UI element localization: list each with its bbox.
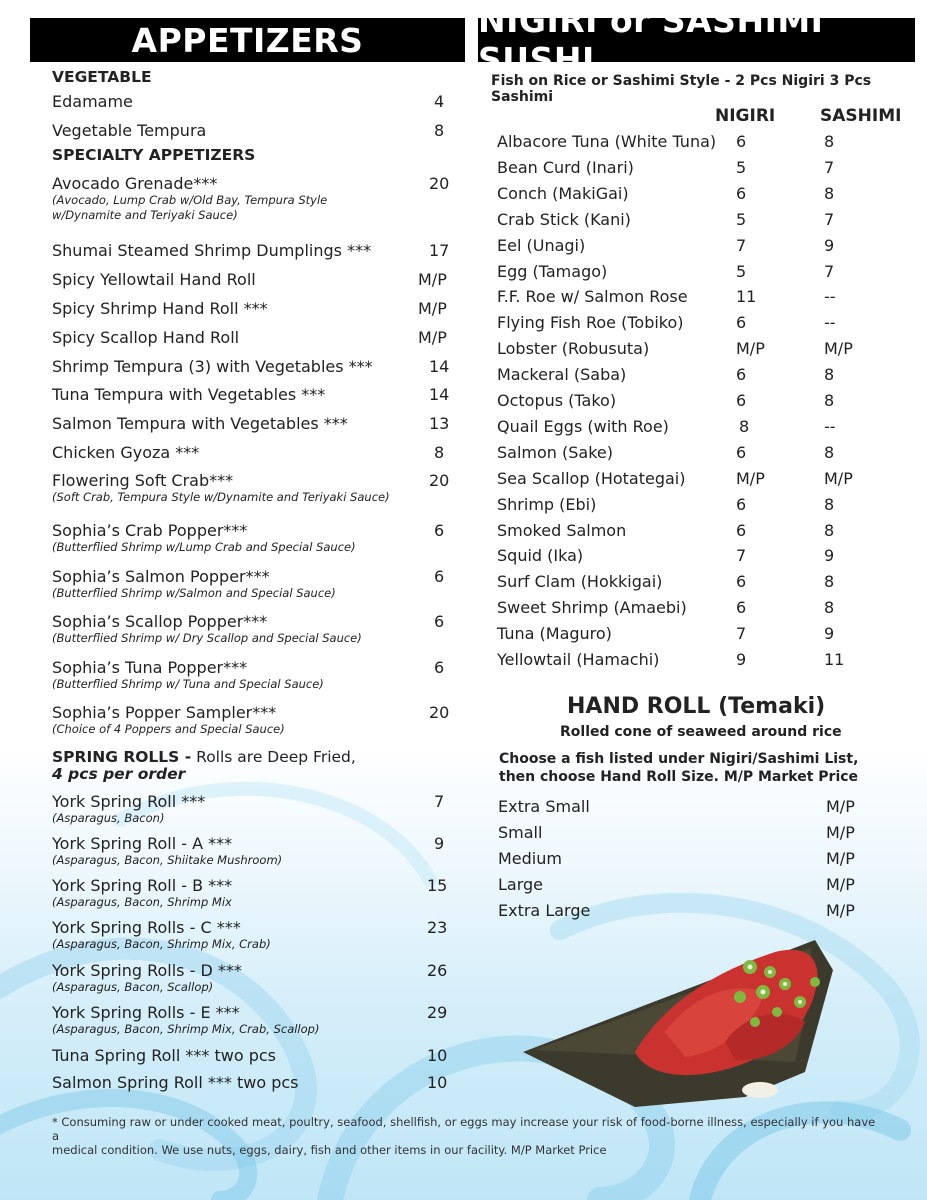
menu-item-name: York Spring Rolls - D *** <box>52 961 242 980</box>
menu-item-description: (Asparagus, Bacon, Shrimp Mix, Crab, Scallop) <box>52 1022 320 1036</box>
sashimi-price: 8 <box>824 183 835 203</box>
menu-item-name: Shumai Steamed Shrimp Dumplings *** <box>52 241 372 260</box>
nigiri-price: 5 <box>736 261 747 281</box>
handroll-subtitle: Rolled cone of seaweed around rice <box>560 724 842 740</box>
menu-item-price: 8 <box>434 443 445 462</box>
menu-item-price: 14 <box>429 385 450 404</box>
sushi-name: Shrimp (Ebi) <box>497 494 597 514</box>
nigiri-price: M/P <box>736 339 765 359</box>
handroll-size-name: Small <box>498 822 543 842</box>
menu-item-description: (Butterflied Shrimp w/ Dry Scallop and Special Sauce) <box>52 631 362 645</box>
menu-item-price: 10 <box>427 1046 448 1065</box>
spring-rolls-header-line2: 4 pcs per order <box>52 765 186 783</box>
menu-item-description: (Soft Crab, Tempura Style w/Dynamite and Teriyaki Sauce) <box>52 490 390 504</box>
menu-item-name: Tuna Tempura with Vegetables *** <box>52 385 326 404</box>
nigiri-price: 6 <box>736 132 747 151</box>
menu-item-name: Edamame <box>52 92 133 111</box>
menu-item-name: Chicken Gyoza *** <box>52 443 200 462</box>
menu-item-name: Spicy Yellowtail Hand Roll <box>52 270 256 289</box>
menu-item-name: York Spring Rolls - C *** <box>52 918 241 937</box>
menu-item-price: 8 <box>434 121 445 140</box>
menu-item-name: Tuna Spring Roll *** two pcs <box>52 1046 277 1065</box>
sushi-name: Surf Clam (Hokkigai) <box>497 572 663 592</box>
menu-item-price: 6 <box>434 521 445 540</box>
menu-item-description: (Butterflied Shrimp w/Lump Crab and Special Sauce) <box>52 540 356 554</box>
sashimi-price: 7 <box>824 157 835 177</box>
nigiri-price: 8 <box>739 416 750 436</box>
sashimi-price: 9 <box>824 624 835 644</box>
nigiri-price: 6 <box>736 520 747 540</box>
handroll-size-name: Large <box>498 874 544 894</box>
nigiri-price: 5 <box>736 209 747 229</box>
menu-item-price: 15 <box>427 876 448 895</box>
sushi-name: Bean Curd (Inari) <box>497 157 634 177</box>
menu-item-price: 9 <box>434 834 445 853</box>
sushi-subtitle: Fish on Rice or Sashimi Style - 2 Pcs Nigiri 3 Pcs Sashimi <box>491 73 872 105</box>
menu-item-price: 14 <box>429 357 450 376</box>
handroll-size-price: M/P <box>826 900 855 920</box>
menu-item-price: 7 <box>434 792 445 811</box>
menu-item-price: 29 <box>427 1003 448 1022</box>
sashimi-price: 7 <box>824 209 835 229</box>
sashimi-price: M/P <box>824 468 853 488</box>
menu-item-name: Spicy Scallop Hand Roll <box>52 328 240 347</box>
menu-item-description: (Asparagus, Bacon, Shrimp Mix, Crab) <box>52 937 271 951</box>
menu-item-name: Sophia’s Popper Sampler*** <box>52 703 277 722</box>
sashimi-price: -- <box>824 313 836 333</box>
sushi-banner: NIGIRI or SASHIMI SUSHI <box>478 18 915 62</box>
nigiri-price: 9 <box>736 650 747 669</box>
sushi-name: Lobster (Robusuta) <box>497 339 650 359</box>
sashimi-price: -- <box>824 416 836 436</box>
menu-item-name: Sophia’s Crab Popper*** <box>52 521 248 540</box>
sushi-name: F.F. Roe w/ Salmon Rose <box>497 287 688 307</box>
menu-item-price: M/P <box>418 328 447 347</box>
spring-rolls-header-rest: Rolls are Deep Fried, <box>191 748 356 766</box>
footer-disclaimer <box>52 1115 882 1157</box>
handroll-size-name: Extra Large <box>498 900 591 920</box>
menu-item-description: w/Dynamite and Teriyaki Sauce) <box>52 208 238 222</box>
sushi-name: Flying Fish Roe (Tobiko) <box>497 313 684 333</box>
sashimi-price: 8 <box>824 391 835 410</box>
sushi-name: Smoked Salmon <box>497 520 627 540</box>
sashimi-price: 8 <box>824 365 835 385</box>
sashimi-price: 9 <box>824 546 835 566</box>
footer-line-1: * Consuming raw or under cooked meat, poultry, seafood, shellfish, or eggs may increase your risk of food-borne illness, especially if you have a <box>52 1115 876 1143</box>
menu-item-price: 6 <box>434 658 445 677</box>
menu-item-price: M/P <box>418 299 447 318</box>
handroll-size-name: Medium <box>498 848 562 868</box>
sashimi-price: 8 <box>824 520 835 540</box>
sushi-name: Salmon (Sake) <box>497 442 613 462</box>
nigiri-price: 6 <box>736 183 747 203</box>
nigiri-price: 6 <box>736 313 747 333</box>
nigiri-column-header: NIGIRI <box>715 106 776 126</box>
sushi-name: Squid (Ika) <box>497 546 584 566</box>
appetizers-banner: APPETIZERS <box>30 18 465 62</box>
menu-item-description: (Asparagus, Bacon, Shiitake Mushroom) <box>52 853 283 867</box>
sushi-name: Mackeral (Saba) <box>497 365 627 385</box>
menu-item-description: (Butterflied Shrimp w/ Tuna and Special Sauce) <box>52 677 324 691</box>
sushi-name: Sweet Shrimp (Amaebi) <box>497 598 687 618</box>
sushi-name: Crab Stick (Kani) <box>497 209 631 229</box>
nigiri-price: 6 <box>736 598 747 618</box>
spring-rolls-header-bold: SPRING ROLLS - <box>52 748 192 766</box>
handroll-instructions-2: then choose Hand Roll Size. M/P Market Price <box>499 769 859 785</box>
menu-item-price: 4 <box>434 92 445 111</box>
menu-item-price: 20 <box>429 471 450 490</box>
menu-item-name: Sophia’s Scallop Popper*** <box>52 612 268 631</box>
handroll-size-price: M/P <box>826 797 855 816</box>
menu-item-name: York Spring Roll *** <box>52 792 206 811</box>
nigiri-price: M/P <box>736 468 765 488</box>
nigiri-price: 7 <box>736 546 747 566</box>
nigiri-price: 6 <box>736 391 747 410</box>
menu-item-description: (Asparagus, Bacon, Shrimp Mix <box>52 895 232 909</box>
menu-item-name: Shrimp Tempura (3) with Vegetables *** <box>52 357 373 376</box>
hand-roll-image <box>515 912 845 1112</box>
sashimi-price: -- <box>824 287 836 307</box>
menu-item-name: Avocado Grenade*** <box>52 174 218 193</box>
menu-item-name: Sophia’s Salmon Popper*** <box>52 567 270 586</box>
menu-item-description: (Choice of 4 Poppers and Special Sauce) <box>52 722 285 736</box>
sushi-name: Albacore Tuna (White Tuna) <box>497 132 717 151</box>
handroll-size-price: M/P <box>826 848 855 868</box>
sashimi-price: 8 <box>824 494 835 514</box>
sashimi-price: 9 <box>824 235 835 255</box>
nigiri-price: 7 <box>736 624 747 644</box>
menu-item-price: 6 <box>434 567 445 586</box>
footer-line-2: medical condition. We use nuts, eggs, dairy, fish and other items in our facility. M/P Market Price <box>52 1143 607 1157</box>
menu-item-name: Salmon Tempura with Vegetables *** <box>52 414 348 433</box>
sushi-name: Yellowtail (Hamachi) <box>497 650 660 669</box>
sashimi-price: 11 <box>824 650 845 669</box>
spring-rolls-header <box>52 749 356 783</box>
menu-item-price: 20 <box>429 174 450 193</box>
menu-item-description: (Asparagus, Bacon) <box>52 811 165 825</box>
menu-item-description: (Butterflied Shrimp w/Salmon and Special Sauce) <box>52 586 336 600</box>
sashimi-price: 8 <box>824 132 835 151</box>
menu-item-name: York Spring Roll - A *** <box>52 834 233 853</box>
menu-item-price: 13 <box>429 414 450 433</box>
sashimi-price: 8 <box>824 442 835 462</box>
sushi-name: Quail Eggs (with Roe) <box>497 416 669 436</box>
sushi-name: Conch (MakiGai) <box>497 183 629 203</box>
menu-item-name: Flowering Soft Crab*** <box>52 471 234 490</box>
handroll-size-name: Extra Small <box>498 797 590 816</box>
nigiri-price: 6 <box>736 494 747 514</box>
nigiri-price: 7 <box>736 235 747 255</box>
nigiri-price: 11 <box>736 287 757 307</box>
nigiri-price: 6 <box>736 572 747 592</box>
menu-item-price: 23 <box>427 918 448 937</box>
menu-item-price: 10 <box>427 1073 448 1092</box>
sushi-name: Tuna (Maguro) <box>497 624 612 644</box>
handroll-size-price: M/P <box>826 822 855 842</box>
sashimi-price: 8 <box>824 598 835 618</box>
sashimi-price: M/P <box>824 339 853 359</box>
vegetable-header: VEGETABLE <box>52 68 152 86</box>
handroll-title: HAND ROLL (Temaki) <box>567 694 826 719</box>
menu-item-name: York Spring Roll - B *** <box>52 876 233 895</box>
sushi-name: Sea Scallop (Hotategai) <box>497 468 686 488</box>
menu-item-name: Vegetable Tempura <box>52 121 207 140</box>
menu-item-price: 17 <box>429 241 450 260</box>
specialty-header: SPECIALTY APPETIZERS <box>52 146 256 164</box>
sashimi-price: 8 <box>824 572 835 592</box>
nigiri-price: 6 <box>736 365 747 385</box>
menu-item-description: (Asparagus, Bacon, Scallop) <box>52 980 214 994</box>
sushi-name: Egg (Tamago) <box>497 261 608 281</box>
sushi-name: Octopus (Tako) <box>497 391 617 410</box>
handroll-size-price: M/P <box>826 874 855 894</box>
menu-item-price: 6 <box>434 612 445 631</box>
sashimi-column-header: SASHIMI <box>820 106 902 126</box>
nigiri-price: 5 <box>736 157 747 177</box>
menu-item-price: M/P <box>418 270 447 289</box>
menu-item-price: 26 <box>427 961 448 980</box>
menu-item-description: (Avocado, Lump Crab w/Old Bay, Tempura Style <box>52 193 328 207</box>
handroll-instructions-1: Choose a fish listed under Nigiri/Sashimi List, <box>499 751 859 767</box>
menu-item-name: Sophia’s Tuna Popper*** <box>52 658 248 677</box>
nigiri-price: 6 <box>736 442 747 462</box>
menu-item-name: Salmon Spring Roll *** two pcs <box>52 1073 299 1092</box>
menu-item-name: Spicy Shrimp Hand Roll *** <box>52 299 268 318</box>
menu-item-price: 20 <box>429 703 450 722</box>
sashimi-price: 7 <box>824 261 835 281</box>
sushi-name: Eel (Unagi) <box>497 235 586 255</box>
menu-item-name: York Spring Rolls - E *** <box>52 1003 240 1022</box>
